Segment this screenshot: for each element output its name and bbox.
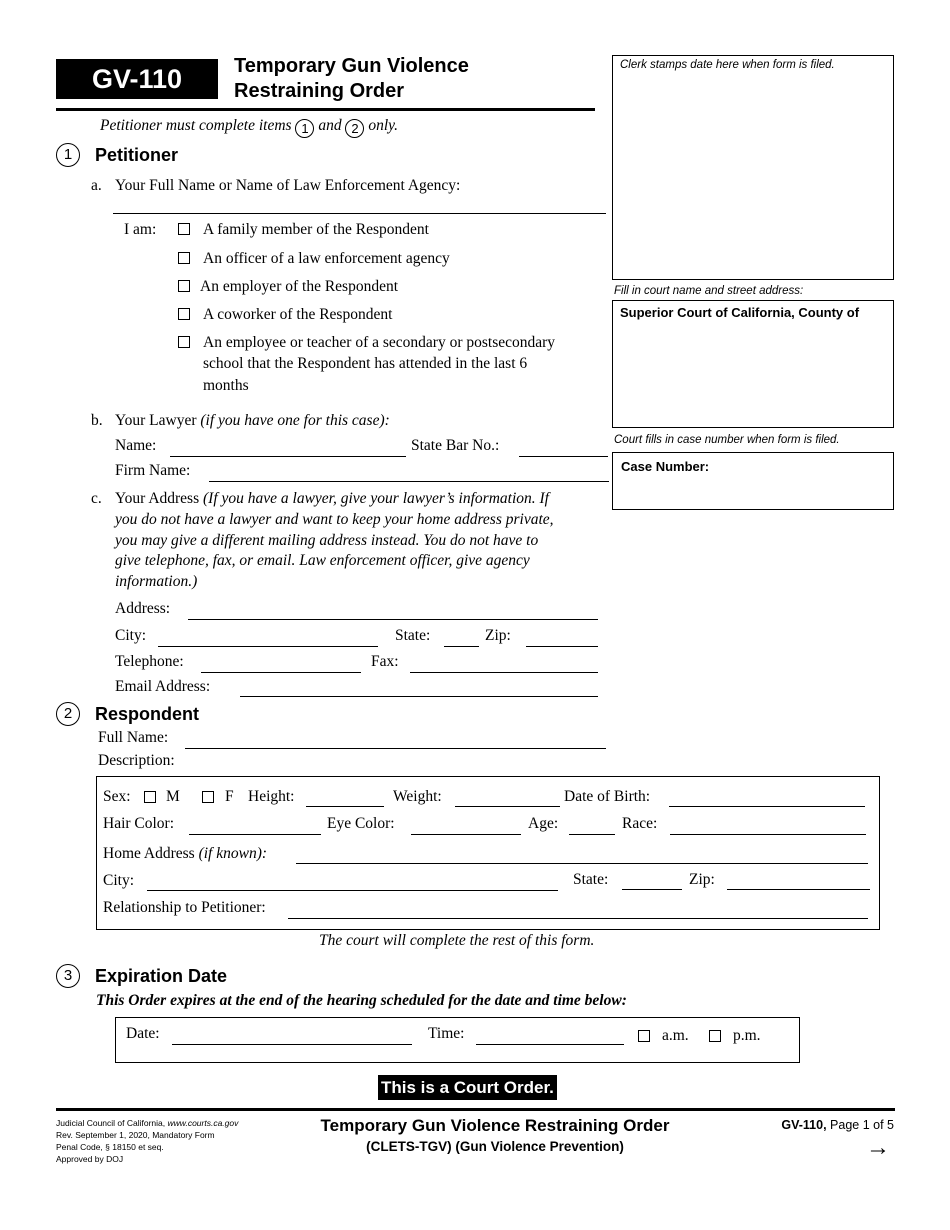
- section1-number: 1: [56, 143, 80, 167]
- employer-checkbox[interactable]: [178, 280, 190, 292]
- footer-left-line4: Approved by DOJ: [56, 1154, 124, 1164]
- sex-label: Sex:: [103, 788, 131, 805]
- item-a-marker: a.: [91, 177, 102, 194]
- respondent-state-label: State:: [573, 871, 609, 888]
- weight-field[interactable]: [455, 806, 560, 807]
- instructions-prefix: Petitioner must complete items: [100, 117, 292, 134]
- state-bar-label: State Bar No.:: [411, 437, 500, 454]
- address-note-line4: give telephone, fax, or email. Law enforcement officer, give agency: [115, 552, 530, 569]
- hair-color-field[interactable]: [189, 834, 321, 835]
- address-note-line5: information.): [115, 573, 198, 590]
- teacher-label-line2: school that the Respondent has attended in the last 6: [203, 355, 528, 372]
- zip-label: Zip:: [485, 627, 511, 644]
- exp-time-field[interactable]: [476, 1044, 624, 1045]
- respondent-zip-label: Zip:: [689, 871, 715, 888]
- court-fill-note: Fill in court name and street address:: [614, 285, 804, 297]
- address-note-line2: you do not have a lawyer and want to keep your home address private,: [115, 511, 554, 528]
- sex-m-checkbox[interactable]: [144, 791, 156, 803]
- address-heading: Your Address: [115, 490, 200, 507]
- pm-checkbox[interactable]: [709, 1030, 721, 1042]
- respondent-zip-field[interactable]: [727, 889, 870, 890]
- exp-time-label: Time:: [428, 1025, 465, 1042]
- fax-field[interactable]: [410, 672, 598, 673]
- form-title-line1: Temporary Gun Violence: [234, 55, 469, 77]
- form-title-line2: Restraining Order: [234, 80, 405, 102]
- sex-f-checkbox[interactable]: [202, 791, 214, 803]
- weight-label: Weight:: [393, 788, 442, 805]
- state-field[interactable]: [444, 646, 479, 647]
- case-fill-note: Court fills in case number when form is filed.: [614, 434, 840, 446]
- instructions: [100, 117, 398, 138]
- instructions-item2: 2: [345, 119, 364, 138]
- email-field[interactable]: [240, 696, 598, 697]
- city-label: City:: [115, 627, 147, 644]
- law-officer-label: An officer of a law enforcement agency: [203, 250, 450, 267]
- respondent-name-label: Full Name:: [98, 729, 169, 746]
- teacher-label-line3: months: [203, 377, 249, 394]
- address-label: Address:: [115, 600, 171, 617]
- court-name: Superior Court of California, County of: [620, 305, 860, 320]
- email-label: Email Address:: [115, 678, 211, 695]
- form-title: [234, 54, 469, 104]
- section2-number: 2: [56, 702, 80, 726]
- footer-left-line2: Rev. September 1, 2020, Mandatory Form: [56, 1130, 215, 1140]
- eye-color-label: Eye Color:: [327, 815, 395, 832]
- instructions-and: and: [318, 117, 342, 134]
- race-field[interactable]: [670, 834, 866, 835]
- pm-label: p.m.: [733, 1027, 761, 1044]
- firm-name-field[interactable]: [209, 481, 609, 482]
- footer-subtitle: (CLETS-TGV) (Gun Violence Prevention): [366, 1139, 624, 1154]
- zip-field[interactable]: [526, 646, 598, 647]
- family-member-label: A family member of the Respondent: [203, 221, 429, 238]
- race-label: Race:: [622, 815, 658, 832]
- header-rule: [56, 108, 595, 111]
- section3-title: Expiration Date: [95, 966, 228, 986]
- item-c-marker: c.: [91, 490, 102, 507]
- teacher-checkbox[interactable]: [178, 336, 190, 348]
- coworker-checkbox[interactable]: [178, 308, 190, 320]
- dob-label: Date of Birth:: [564, 788, 651, 805]
- eye-color-field[interactable]: [411, 834, 521, 835]
- footer-page-info: [781, 1118, 894, 1132]
- exp-date-label: Date:: [126, 1025, 160, 1042]
- dob-field[interactable]: [669, 806, 865, 807]
- petitioner-name-field[interactable]: [113, 213, 606, 214]
- lawyer-name-field[interactable]: [170, 456, 406, 457]
- footer-page-number: Page 1 of 5: [830, 1118, 894, 1132]
- state-label: State:: [395, 627, 431, 644]
- clerk-note: Clerk stamps date here when form is filed.: [620, 59, 835, 71]
- state-bar-field[interactable]: [519, 456, 608, 457]
- family-member-checkbox[interactable]: [178, 223, 190, 235]
- address-note-line1: (If you have a lawyer, give your lawyer’s information. If: [203, 490, 549, 507]
- section3-subtitle: This Order expires at the end of the hearing scheduled for the date and time below:: [96, 992, 627, 1009]
- clerk-stamp-box: [612, 55, 894, 280]
- law-officer-checkbox[interactable]: [178, 252, 190, 264]
- address-note-line3: you may give a different mailing address instead. You do not have to: [115, 532, 539, 549]
- footer-left: [56, 1117, 238, 1165]
- relationship-field[interactable]: [288, 918, 868, 919]
- city-field[interactable]: [158, 646, 378, 647]
- court-order-banner: This is a Court Order.: [378, 1075, 557, 1100]
- item-c-label: [115, 490, 549, 508]
- section2-title: Respondent: [95, 704, 200, 724]
- home-address-field[interactable]: [296, 863, 868, 864]
- court-complete-note: The court will complete the rest of this form.: [319, 932, 595, 949]
- sex-m-label: M: [166, 788, 180, 805]
- telephone-field[interactable]: [201, 672, 361, 673]
- form-code: GV-110: [91, 64, 183, 94]
- section3-number: 3: [56, 964, 80, 988]
- respondent-name-field[interactable]: [185, 748, 606, 749]
- telephone-label: Telephone:: [115, 653, 184, 670]
- employer-label: An employer of the Respondent: [200, 278, 399, 295]
- address-field[interactable]: [188, 619, 598, 620]
- age-field[interactable]: [569, 834, 615, 835]
- footer-rule: [56, 1108, 895, 1111]
- form-code-badge: [56, 59, 218, 99]
- lawyer-name-label: Name:: [115, 437, 157, 454]
- case-number-label: Case Number:: [621, 459, 710, 474]
- height-label: Height:: [248, 788, 295, 805]
- footer-left-line1: [56, 1117, 238, 1129]
- respondent-city-label: City:: [103, 872, 135, 889]
- footer-council: Judicial Council of California,: [56, 1118, 166, 1128]
- instructions-item1: 1: [295, 119, 314, 138]
- footer-title: Temporary Gun Violence Restraining Order: [320, 1116, 670, 1135]
- case-number-box[interactable]: [612, 452, 894, 510]
- sex-f-label: F: [225, 788, 234, 805]
- teacher-label-line1: An employee or teacher of a secondary or postsecondary: [203, 334, 556, 351]
- item-a-label: Your Full Name or Name of Law Enforcement Agency:: [115, 177, 461, 194]
- coworker-label: A coworker of the Respondent: [203, 306, 393, 323]
- next-page-arrow-icon[interactable]: →: [866, 1134, 890, 1161]
- i-am-label: I am:: [124, 221, 157, 238]
- section1-title: Petitioner: [95, 145, 179, 165]
- height-field[interactable]: [306, 806, 384, 807]
- item-b-marker: b.: [91, 412, 103, 429]
- respondent-state-field[interactable]: [622, 889, 682, 890]
- court-name-box[interactable]: [612, 300, 894, 428]
- instructions-suffix: only.: [368, 117, 399, 134]
- fax-label: Fax:: [371, 653, 399, 670]
- footer-website-link[interactable]: www.courts.ca.gov: [167, 1118, 239, 1128]
- lawyer-note: (if you have one for this case):: [200, 412, 390, 429]
- relationship-label: Relationship to Petitioner:: [103, 899, 266, 916]
- home-address-note: (if known):: [198, 845, 268, 862]
- footer-form-id: GV-110,: [781, 1118, 827, 1132]
- am-checkbox[interactable]: [638, 1030, 650, 1042]
- respondent-city-field[interactable]: [147, 890, 558, 891]
- am-label: a.m.: [662, 1027, 689, 1044]
- exp-date-field[interactable]: [172, 1044, 412, 1045]
- firm-name-label: Firm Name:: [115, 462, 191, 479]
- hair-color-label: Hair Color:: [103, 815, 175, 832]
- home-address-text: Home Address: [103, 845, 195, 862]
- description-label: Description:: [98, 752, 175, 769]
- lawyer-label: Your Lawyer: [115, 412, 197, 429]
- home-address-label: [103, 845, 267, 863]
- footer-left-line3: Penal Code, § 18150 et seq.: [56, 1142, 164, 1152]
- item-b-label: [115, 412, 390, 430]
- age-label: Age:: [528, 815, 559, 832]
